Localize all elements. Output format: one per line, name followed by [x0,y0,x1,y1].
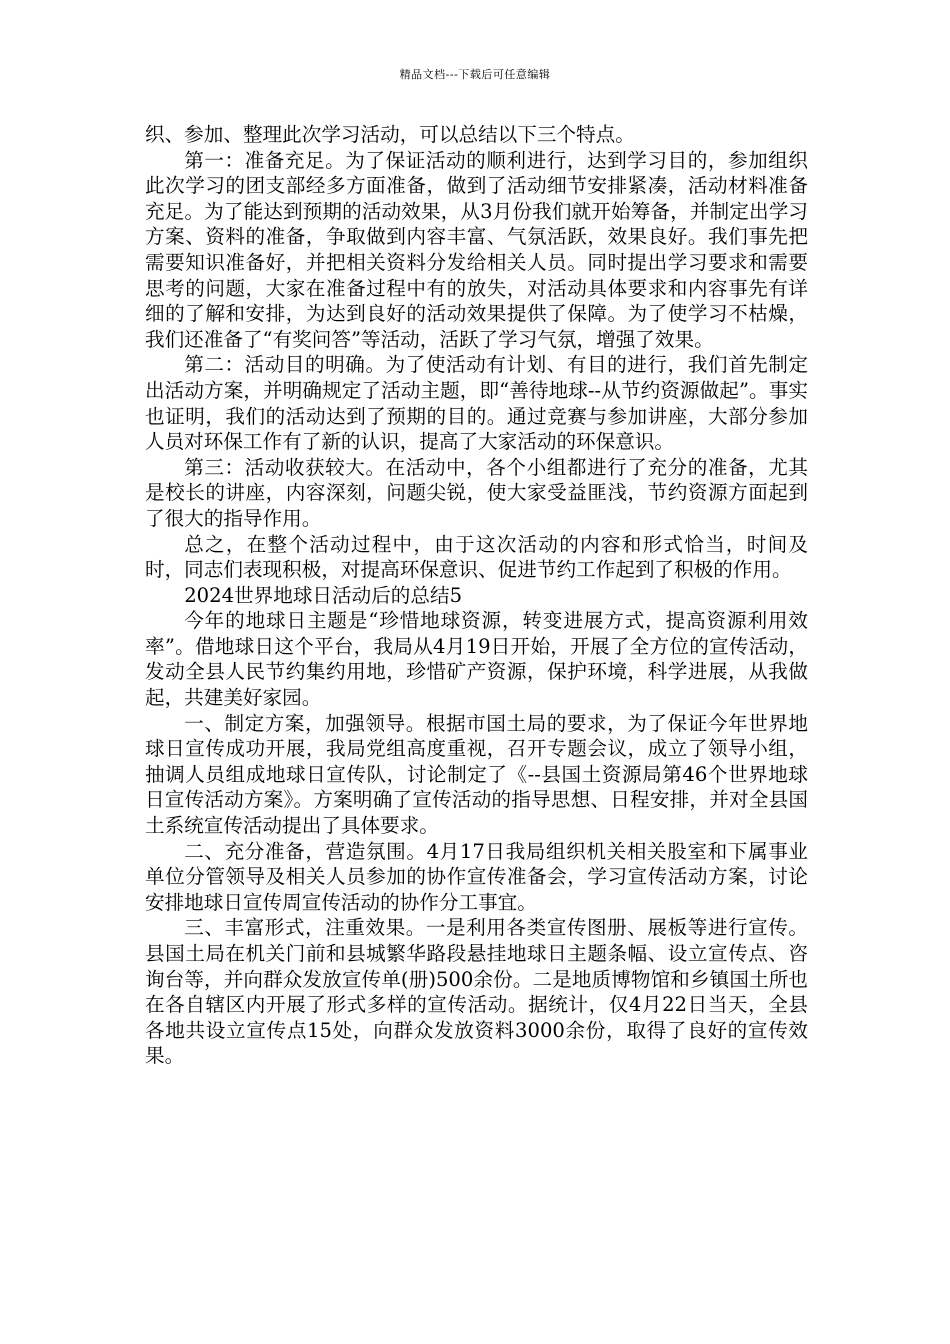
paragraph: 二、充分准备，营造氛围。4月17日我局组织机关相关股室和下属事业单位分管领导及相关人员参加的协作宣传准备会，学习宣传活动方案，讨论安排地球日宣传周宣传活动的协作分工事宜。 [145,839,808,914]
paragraph: 一、制定方案，加强领导。根据市国土局的要求，为了保证今年世界地球日宣传成功开展，我局党组高度重视，召开专题会议，成立了领导小组，抽调人员组成地球日宣传队，讨论制定了《--县国土资源局第46个世界地球日宣传活动方案》。方案明确了宣传活动的指导思想、日程安排，并对全县国土系统宣传活动提出了具体要求。 [145,711,808,838]
paragraph: 今年的地球日主题是“珍惜地球资源，转变进展方式，提高资源利用效率”。借地球日这个平台，我局从4月19日开始，开展了全方位的宣传活动，发动全县人民节约集约用地，珍惜矿产资源，保护环境，科学进展，从我做起，共建美好家园。 [145,609,808,710]
paragraph: 第二：活动目的明确。为了使活动有计划、有目的进行，我们首先制定出活动方案，并明确规定了活动主题，即“善待地球--从节约资源做起”。事实也证明，我们的活动达到了预期的目的。通过竞赛与参加讲座，大部分参加人员对环保工作有了新的认识，提高了大家活动的环保意识。 [145,353,808,454]
paragraph: 总之，在整个活动过程中，由于这次活动的内容和形式恰当，时间及时，同志们表现积极，对提高环保意识、促进节约工作起到了积极的作用。 [145,532,808,582]
paragraph: 第一：准备充足。为了保证活动的顺利进行，达到学习目的，参加组织此次学习的团支部经多方面准备，做到了活动细节安排紧凑，活动材料准备充足。为了能达到预期的活动效果，从3月份我们就开始筹备，并制定出学习方案、资料的准备，争取做到内容丰富、气氛活跃，效果良好。我们事先把需要知识准备好，并把相关资料分发给相关人员。同时提出学习要求和需要思考的问题，大家在准备过程中有的放失，对活动具体要求和内容事先有详细的了解和安排，为达到良好的活动效果提供了保障。为了使学习不枯燥，我们还准备了“有奖问答”等活动，活跃了学习气氛，增强了效果。 [145,148,808,351]
page-header: 精品文档---下载后可任意编辑 [399,68,551,81]
paragraph: 三、丰富形式，注重效果。一是利用各类宣传图册、展板等进行宣传。县国土局在机关门前和县城繁华路段悬挂地球日主题条幅、设立宣传点、咨询台等，并向群众发放宣传单(册)500余份。二是地质博物馆和乡镇国土所也在各自辖区内开展了形式多样的宣传活动。据统计，仅4月22日当天，全县各地共设立宣传点15处，向群众发放资料3000余份，取得了良好的宣传效果。 [145,916,808,1068]
section-heading: 2024世界地球日活动后的总结5 [184,583,463,607]
paragraph: 织、参加、整理此次学习活动，可以总结以下三个特点。 [145,123,635,146]
paragraph: 第三：活动收获较大。在活动中，各个小组都进行了充分的准备，尤其是校长的讲座，内容深刻，问题尖锐，使大家受益匪浅，节约资源方面起到了很大的指导作用。 [145,455,808,530]
document-body [145,122,808,1069]
